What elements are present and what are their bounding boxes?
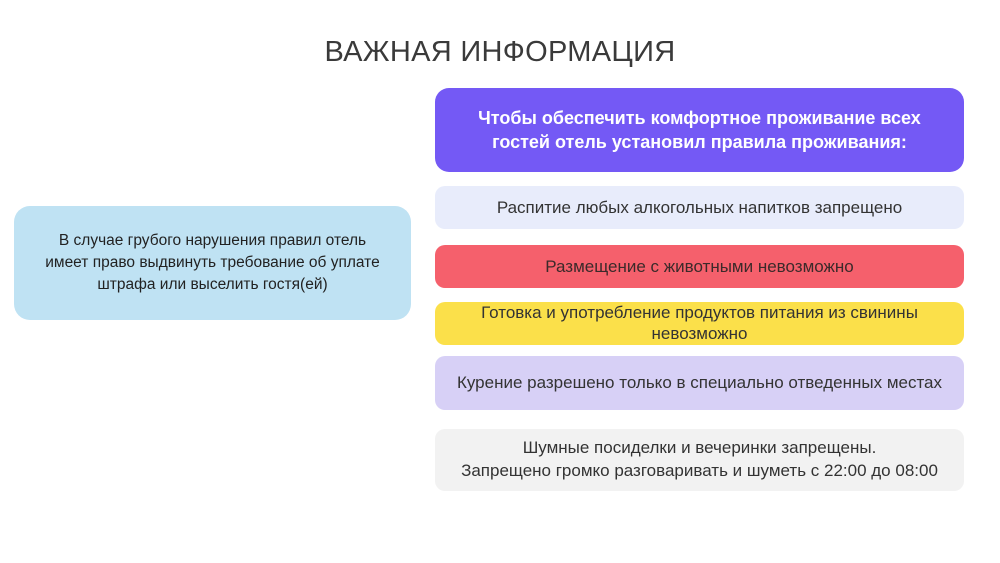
- violation-note-line-3: штрафа или выселить гостя(ей): [97, 275, 328, 293]
- rule-quiet-hours-line-2: Запрещено громко разговаривать и шуметь с 22:00 до 08:00: [461, 461, 938, 480]
- rules-intro-text: [478, 106, 921, 155]
- rule-alcohol-banned: [435, 186, 964, 229]
- rule-no-pork-text: [481, 303, 918, 344]
- rules-intro-banner: [435, 88, 964, 172]
- rules-intro-line-1: Чтобы обеспечить комфортное проживание всех: [478, 107, 921, 128]
- rule-alcohol-text: Распитие любых алкогольных напитков запрещено: [496, 197, 903, 217]
- rule-no-pets: [435, 245, 964, 288]
- violation-note-text: [45, 230, 379, 295]
- rule-quiet-hours-line-1: Шумные посиделки и вечеринки запрещены.: [522, 438, 877, 458]
- rules-intro-line-2: гостей отель установил правила проживания:: [492, 132, 907, 152]
- rule-smoking-areas: [435, 356, 964, 410]
- violation-note: [14, 206, 411, 320]
- violation-note-line-1: В случае грубого нарушения правил отель: [58, 232, 367, 250]
- rule-quiet-hours: [435, 429, 964, 491]
- violation-note-line-2: имеет право выдвинуть требование об уплате: [45, 254, 380, 272]
- rule-no-pets-text: Размещение с животными невозможно: [545, 256, 854, 276]
- rule-smoking-text: Курение разрешено только в специально отведенных местах: [456, 373, 943, 393]
- rule-no-pork: [435, 302, 964, 345]
- rule-no-pork-line-2: невозможно: [651, 323, 748, 343]
- rule-no-pork-line-1: Готовка и употребление продуктов питания из свинины: [481, 303, 918, 323]
- rule-quiet-hours-text: [461, 437, 938, 483]
- page-title: ВАЖНАЯ ИНФОРМАЦИЯ: [324, 36, 676, 68]
